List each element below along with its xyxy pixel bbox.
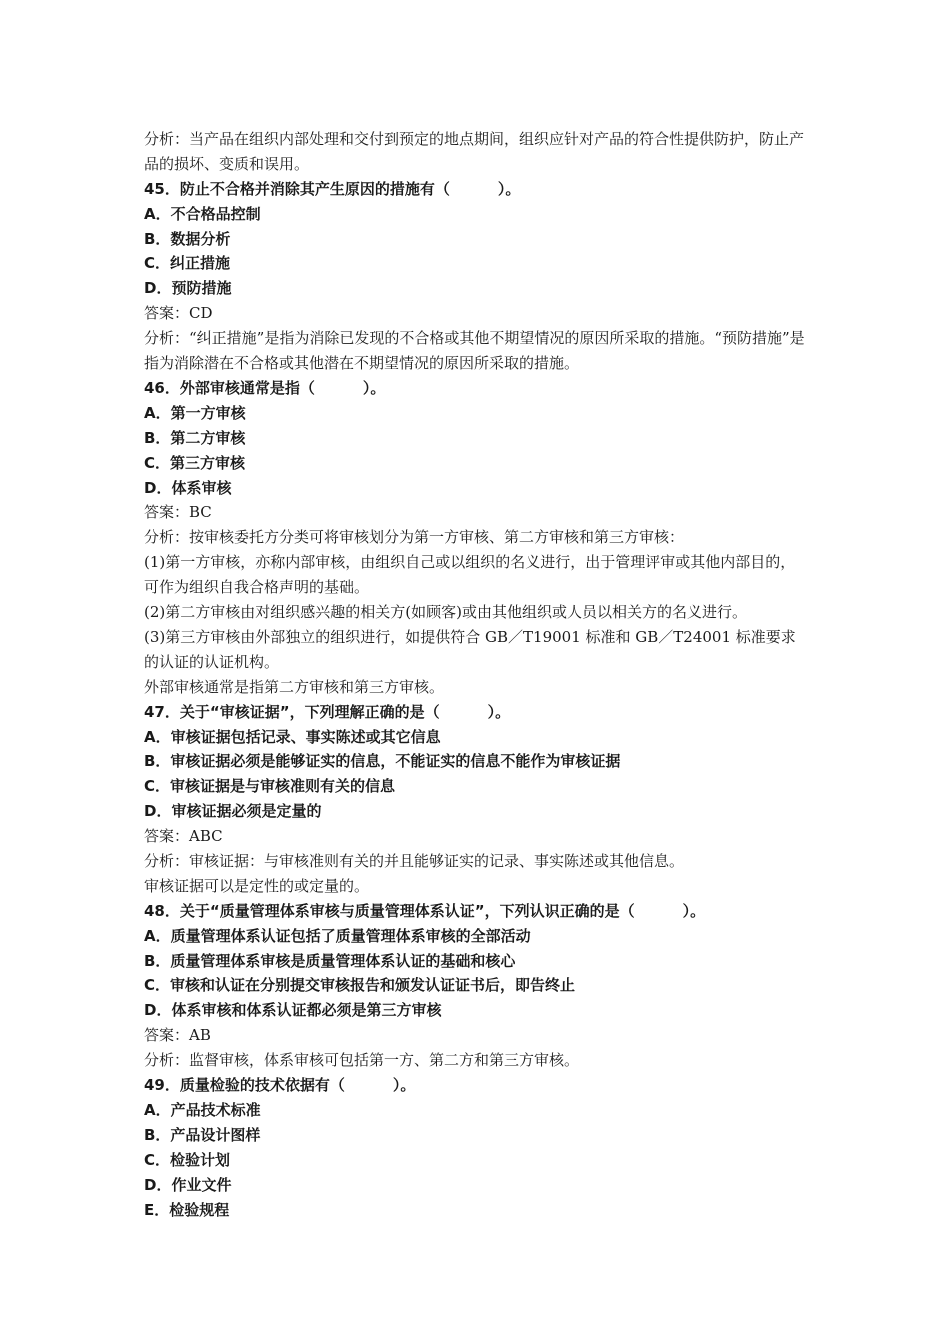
- answer-text: 答案：ABC: [144, 827, 223, 846]
- option-d: D．体系审核: [144, 478, 232, 497]
- question-end: ）。: [497, 179, 521, 198]
- question-end: ）。: [392, 1076, 416, 1095]
- option-c: C．审核和认证在分别提交审核报告和颁发认证证书后，即告终止: [144, 976, 576, 995]
- option-b: B．第二方审核: [144, 428, 246, 447]
- question-end: ）。: [682, 901, 706, 920]
- option-b: B．产品设计图样: [144, 1125, 261, 1144]
- question-45: [144, 177, 808, 202]
- option-a: A．审核证据包括记录、事实陈述或其它信息: [144, 727, 441, 746]
- analysis-point-2: (2)第二方审核由对组织感兴趣的相关方(如顾客)或由其他组织或人员以相关方的名义进行。: [144, 603, 747, 622]
- option-d: D．体系审核和体系认证都必须是第三方审核: [144, 1001, 442, 1020]
- question-46: [144, 376, 808, 401]
- analysis-text: 分析：“纠正措施”是指为消除已发现的不合格或其他不期望情况的原因所采取的措施。“预防措施”是指为消除潜在不合格或其他潜在不期望情况的原因所采取的措施。: [144, 329, 805, 373]
- question-stem: 49．质量检验的技术依据有（: [144, 1076, 345, 1095]
- analysis-point-1: (1)第一方审核，亦称内部审核，由组织自己或以组织的名义进行，出于管理评审或其他内部目的，可作为组织自我合格声明的基础。: [144, 553, 796, 597]
- option-c: C．审核证据是与审核准则有关的信息: [144, 777, 396, 796]
- question-stem: 45．防止不合格并消除其产生原因的措施有（: [144, 179, 450, 198]
- analysis-text: 分析：监督审核，体系审核可包括第一方、第二方和第三方审核。: [144, 1051, 580, 1070]
- analysis-point-3: (3)第三方审核由外部独立的组织进行，如提供符合 GB／T19001 标准和 GB／T24001 标准要求的认证的认证机构。: [144, 627, 796, 671]
- option-b: B．数据分析: [144, 229, 231, 248]
- option-d: D．审核证据必须是定量的: [144, 802, 322, 821]
- question-end: ）。: [487, 702, 511, 721]
- question-stem: 48．关于“质量管理体系审核与质量管理体系认证”，下列认识正确的是（: [144, 901, 635, 920]
- document-page: [144, 127, 808, 1222]
- question-stem: 46．外部审核通常是指（: [144, 378, 315, 397]
- option-a: A．不合格品控制: [144, 204, 261, 223]
- analysis-text: 分析：当产品在组织内部处理和交付到预定的地点期间，组织应针对产品的符合性提供防护，防止产品的损坏、变质和误用。: [144, 130, 805, 173]
- option-b: B．审核证据必须是能够证实的信息，不能证实的信息不能作为审核证据: [144, 752, 621, 771]
- option-c: C．纠正措施: [144, 254, 231, 273]
- answer-text: 答案：CD: [144, 304, 213, 323]
- option-d: D．预防措施: [144, 279, 232, 298]
- question-47: [144, 700, 808, 725]
- option-a: A．质量管理体系认证包括了质量管理体系审核的全部活动: [144, 926, 531, 945]
- option-c: C．检验计划: [144, 1150, 231, 1169]
- analysis-conclusion: 外部审核通常是指第二方审核和第三方审核。: [144, 677, 445, 696]
- option-a: A．产品技术标准: [144, 1100, 261, 1119]
- answer-text: 答案：AB: [144, 1026, 211, 1045]
- question-stem: 47．关于“审核证据”，下列理解正确的是（: [144, 702, 440, 721]
- option-d: D．作业文件: [144, 1175, 232, 1194]
- option-c: C．第三方审核: [144, 453, 246, 472]
- analysis-text: 分析：审核证据：与审核准则有关的并且能够证实的记录、事实陈述或其他信息。: [144, 852, 685, 870]
- question-end: ）。: [362, 378, 386, 397]
- answer-text: 答案：BC: [144, 503, 212, 522]
- analysis-text: 分析：按审核委托方分类可将审核划分为第一方审核、第二方审核和第三方审核：: [144, 528, 685, 547]
- question-49: [144, 1073, 808, 1098]
- option-a: A．第一方审核: [144, 403, 246, 422]
- question-48: [144, 899, 808, 924]
- analysis-conclusion: 审核证据可以是定性的或定量的。: [144, 876, 370, 895]
- option-e: E．检验规程: [144, 1200, 230, 1219]
- option-b: B．质量管理体系审核是质量管理体系认证的基础和核心: [144, 951, 516, 970]
